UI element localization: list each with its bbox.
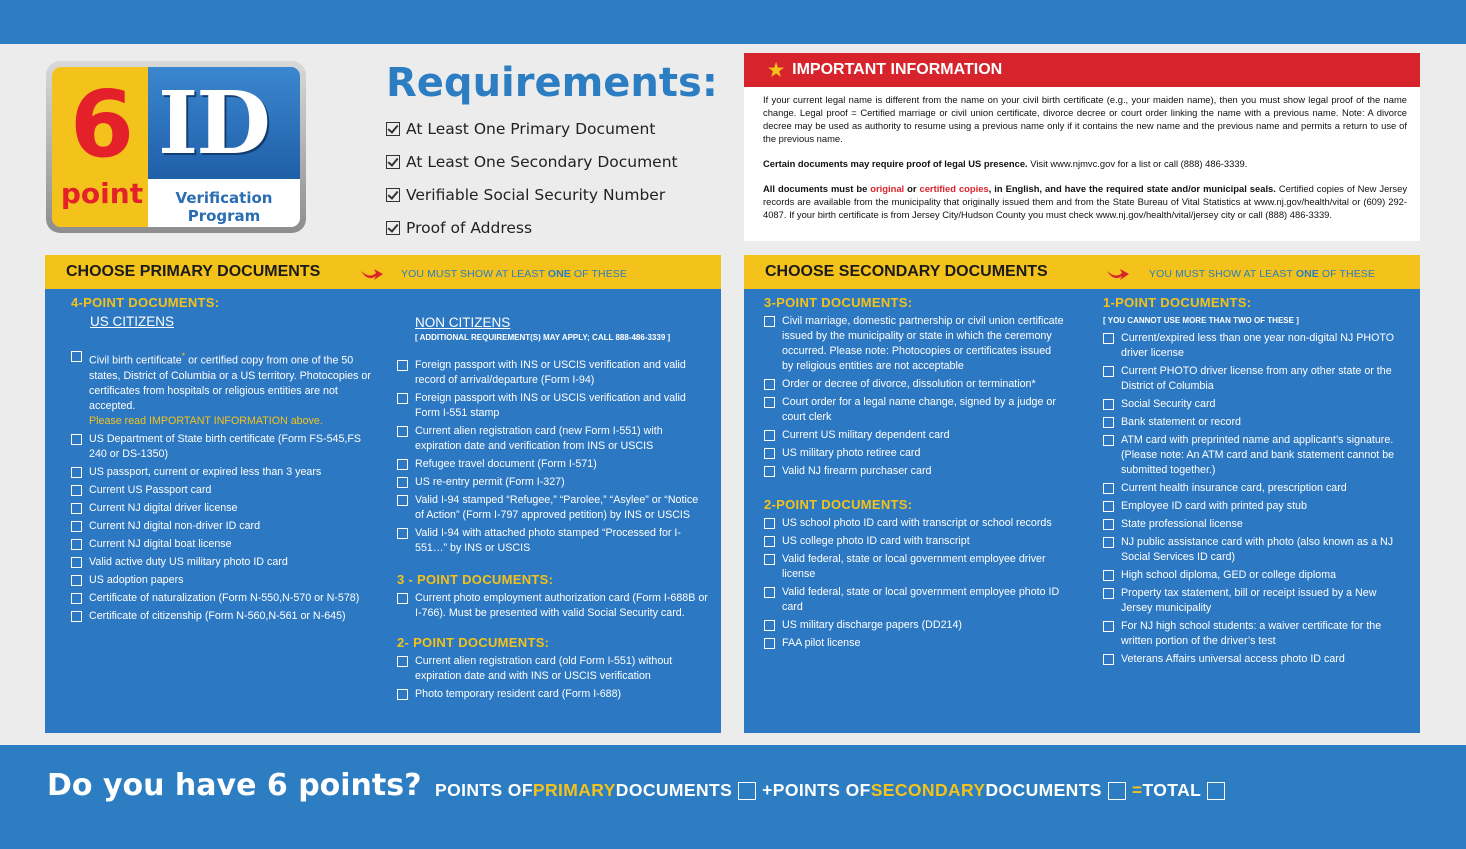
checkbox[interactable] [397, 495, 408, 506]
item-label: Current photo employment authorization card (Form I-688B or I-766). Must be presented with valid Social Security card. [415, 592, 708, 619]
checkbox[interactable] [1103, 621, 1114, 632]
list-item [1103, 499, 1395, 514]
secondary-two-point-list [764, 516, 1064, 651]
list-item [71, 519, 371, 534]
item-label: Valid I-94 with attached photo stamped “Processed for I-551…” by INS or USCIS [415, 527, 681, 554]
six-points-question: Do you have 6 points? [47, 768, 422, 803]
non-citizens-list [397, 358, 709, 556]
checkbox[interactable] [764, 587, 775, 598]
list-item [1103, 364, 1395, 394]
item-label: Refugee travel document (Form I-571) [415, 458, 597, 470]
checkbox[interactable] [71, 351, 82, 362]
primary-left-column [71, 295, 371, 627]
list-item [71, 432, 371, 462]
originals-rest: Certified copies of New Jersey records are available from the municipality that originally issued them and from the State Bureau of Vital Statistics at www.nj.gov/health/vital or (609) 292-4087. If your birth certificate is from Jersey City/Hudson County you must check www.nj.gov/health/vital/jersey city or call (888) 486-3339. [763, 183, 1408, 220]
checkbox[interactable] [764, 397, 775, 408]
item-label: Current PHOTO driver license from any other state or the District of Columbia [1121, 365, 1392, 392]
requirement-label: Verifiable Social Security Number [406, 185, 666, 204]
item-label: Current health insurance card, prescription card [1121, 482, 1347, 494]
secondary-three-point-list [764, 314, 1064, 479]
requirement-item [386, 178, 678, 211]
formula-secondary: SECONDARY [870, 780, 986, 800]
item-label: Civil marriage, domestic partnership or civil union certificate issued by the municipality or state in which the ceremony occurred. Please note: Photocopies or certificates issued by religious entities are not acceptable [782, 315, 1064, 372]
list-item [397, 591, 709, 621]
list-item [764, 428, 1064, 443]
checkbox[interactable] [764, 448, 775, 459]
checkbox[interactable] [1103, 501, 1114, 512]
item-label: Current alien registration card (new Form I-551) with expiration date and verification from INS or USCIS [415, 425, 663, 452]
important-information-box [744, 53, 1420, 241]
item-label: Valid active duty US military photo ID card [89, 555, 288, 568]
important-note: Please read IMPORTANT INFORMATION above. [89, 414, 323, 427]
item-label: Certificate of citizenship (Form N-560,N-561 or N-645) [89, 609, 346, 622]
checkbox[interactable] [71, 575, 82, 586]
item-label: Certificate of naturalization (Form N-550,N-570 or N-578) [89, 591, 360, 604]
checkbox[interactable] [1103, 654, 1114, 665]
checkbox[interactable] [397, 360, 408, 371]
logo-program-text: Verification Program [175, 189, 273, 225]
item-label: US Department of State birth certificate (Form FS-545,FS 240 or DS-1350) [89, 432, 362, 460]
checkbox[interactable] [71, 503, 82, 514]
item-label: Valid federal, state or local government employee driver license [782, 553, 1046, 580]
checkbox[interactable] [71, 467, 82, 478]
list-item [71, 349, 371, 429]
checkbox[interactable] [397, 593, 408, 604]
formula-text: DOCUMENTS [985, 780, 1102, 800]
list-item [71, 465, 371, 480]
checkbox[interactable] [71, 485, 82, 496]
primary-three-point-list [397, 591, 709, 621]
checkbox[interactable] [1103, 537, 1114, 548]
item-label: Employee ID card with printed pay stub [1121, 500, 1307, 512]
four-point-title: 4-POINT DOCUMENTS: [71, 295, 220, 310]
asterisk: * [181, 351, 186, 361]
list-item [71, 555, 371, 570]
item-label: Current NJ digital boat license [89, 537, 232, 550]
primary-two-point-title: 2- POINT DOCUMENTS: [397, 635, 550, 650]
list-item [397, 687, 709, 702]
item-label: US re-entry permit (Form I-327) [415, 476, 565, 488]
primary-two-point-list [397, 654, 709, 702]
primary-header [45, 255, 721, 289]
item-label: Bank statement or record [1121, 416, 1241, 428]
checkbox[interactable] [1103, 399, 1114, 410]
secondary-three-point-title: 3-POINT DOCUMENTS: [764, 295, 913, 310]
list-item [764, 464, 1064, 479]
list-item [397, 457, 709, 472]
item-label: Current US military dependent card [782, 429, 950, 441]
us-citizens-list [71, 349, 371, 624]
checkbox[interactable] [71, 521, 82, 532]
checkbox[interactable] [397, 459, 408, 470]
non-citizens-note: [ ADDITIONAL REQUIREMENT(S) MAY APPLY; CALL 888-486-3339 ] [415, 333, 671, 342]
item-label: FAA pilot license [782, 637, 861, 649]
list-item [71, 483, 371, 498]
check-icon [386, 155, 400, 169]
item-label: Valid federal, state or local government employee photo ID card [782, 586, 1060, 613]
originals-lead: All documents must be [763, 183, 871, 194]
list-item [764, 534, 1064, 549]
list-item [764, 314, 1064, 374]
list-item [71, 573, 371, 588]
must-show-one: ONE [1295, 268, 1319, 280]
requirement-label: Proof of Address [406, 218, 533, 237]
original-word: original [870, 183, 905, 194]
secondary-two-point-title: 2-POINT DOCUMENTS: [764, 497, 913, 512]
or-word: or [904, 183, 920, 194]
list-item [1103, 619, 1395, 649]
item-label: State professional license [1121, 518, 1243, 530]
must-show-text: YOU MUST SHOW AT LEAST [401, 268, 548, 280]
secondary-title: CHOOSE SECONDARY DOCUMENTS [765, 263, 1048, 280]
list-item [397, 358, 709, 388]
secondary-body [744, 289, 1420, 733]
checkbox[interactable] [764, 466, 775, 477]
item-label: Valid I-94 stamped “Refugee,” “Parolee,” “Asylee” or “Notice of Action” (Form I-797 approved petition) by INS or USCIS [415, 494, 699, 521]
list-item [764, 585, 1064, 615]
checkbox[interactable] [764, 379, 775, 390]
formula-total: TOTAL [1142, 780, 1202, 800]
item-label: Order or decree of divorce, dissolution or termination* [782, 378, 1036, 390]
item-label: For NJ high school students: a waiver certificate for the written portion of the driver’s test [1121, 620, 1382, 647]
item-label: Current US Passport card [89, 483, 212, 496]
list-item [1103, 517, 1395, 532]
list-item [397, 424, 709, 454]
item-label: Civil birth certificate [89, 354, 182, 367]
logo-inner [52, 67, 300, 227]
check-icon [386, 188, 400, 202]
checkbox[interactable] [1103, 417, 1114, 428]
item-label: Foreign passport with INS or USCIS verification and valid record of arrival/departure (Form I-94) [415, 359, 686, 386]
checkbox[interactable] [1103, 435, 1114, 446]
important-title: IMPORTANT INFORMATION [792, 61, 1003, 78]
list-item [1103, 415, 1395, 430]
item-label: Current NJ digital driver license [89, 501, 238, 514]
checkbox[interactable] [71, 539, 82, 550]
checkbox[interactable] [71, 434, 82, 445]
list-item [1103, 331, 1395, 361]
checkbox[interactable] [764, 536, 775, 547]
secondary-documents-panel [744, 255, 1420, 733]
legal-presence-rest: Visit www.njmvc.gov for a list or call (888) 486-3339. [1027, 158, 1248, 169]
item-label: Current alien registration card (old Form I-551) without expiration date and with INS or USCIS verification [415, 655, 673, 682]
list-item [71, 609, 371, 624]
item-label: Veterans Affairs universal access photo ID card [1121, 653, 1345, 665]
primary-points-box[interactable] [738, 782, 756, 800]
must-show-tail: OF THESE [570, 268, 628, 280]
checkbox[interactable] [764, 554, 775, 565]
list-item [1103, 568, 1395, 583]
item-label-detail: or certified copy from one of the 50 states, District of Columbia or a US territory. Photocopies or certificates from hospitals or religious entities are not accepted. [89, 354, 371, 412]
important-body [744, 87, 1420, 221]
checkbox[interactable] [71, 611, 82, 622]
list-item [764, 446, 1064, 461]
checkbox[interactable] [71, 593, 82, 604]
item-label: US school photo ID card with transcript or school records [782, 517, 1052, 529]
list-item [1103, 433, 1395, 478]
originals-seals: , in English, and have the required state and/or municipal seals. [988, 183, 1276, 194]
item-label: Current/expired less than one year non-digital NJ PHOTO driver license [1121, 332, 1395, 359]
list-item [1103, 481, 1395, 496]
requirements-list [386, 112, 678, 244]
list-item [397, 526, 709, 556]
top-banner [0, 0, 1466, 44]
requirements-title: Requirements: [386, 60, 718, 106]
item-label: Valid NJ firearm purchaser card [782, 465, 932, 477]
list-item [397, 391, 709, 421]
secondary-header [744, 255, 1420, 289]
item-label: Current NJ digital non-driver ID card [89, 519, 261, 532]
item-label: High school diploma, GED or college diploma [1121, 569, 1337, 581]
must-show-tail: OF THESE [1318, 268, 1376, 280]
list-item [397, 493, 709, 523]
requirement-item [386, 211, 678, 244]
primary-title: CHOOSE PRIMARY DOCUMENTS [66, 263, 321, 280]
must-show-text: YOU MUST SHOW AT LEAST [1149, 268, 1296, 280]
requirement-label: At Least One Secondary Document [406, 152, 678, 171]
item-label: Property tax statement, bill or receipt issued by a New Jersey municipality [1121, 587, 1377, 614]
item-label: Social Security card [1121, 398, 1216, 410]
item-label: Court order for a legal name change, signed by a judge or court clerk [782, 396, 1056, 423]
checkbox[interactable] [397, 426, 408, 437]
important-paragraph-name-change: If your current legal name is different from the name on your civil birth certificate (e.g., your maiden name), then you must show legal proof of the name change. Legal proof = Certified marriage or civil union certificate, divorce decree or court order linking the name with a previous name. Note: A divorce decree may be used as authority to resume using a previous name only if it contains the new name and the previous name and permits a return to use of the previous name. [763, 94, 1407, 144]
arrow-right-icon [360, 267, 384, 281]
checkbox[interactable] [764, 638, 775, 649]
item-label: US adoption papers [89, 573, 184, 586]
list-item [71, 537, 371, 552]
list-item [764, 636, 1064, 651]
star-icon: ★ [768, 59, 785, 80]
list-item [764, 516, 1064, 531]
primary-documents-panel [45, 255, 721, 733]
primary-must-show [401, 268, 627, 280]
list-item [1103, 397, 1395, 412]
formula-plus: + [762, 780, 773, 800]
primary-body [45, 289, 721, 733]
formula-text: POINTS OF [435, 780, 533, 800]
legal-presence-bold: Certain documents may require proof of legal US presence. [763, 158, 1028, 169]
item-label: US military photo retiree card [782, 447, 921, 459]
list-item [1103, 586, 1395, 616]
formula-text: POINTS OF [772, 780, 871, 800]
list-item [764, 377, 1064, 392]
requirement-item [386, 145, 678, 178]
non-citizens-title: NON CITIZENS [415, 315, 511, 330]
list-item [397, 475, 709, 490]
checkbox[interactable] [764, 518, 775, 529]
secondary-left-column [764, 295, 1064, 654]
total-points-box[interactable] [1207, 782, 1225, 800]
checkbox[interactable] [764, 430, 775, 441]
check-icon [386, 122, 400, 136]
check-icon [386, 221, 400, 235]
item-label: US military discharge papers (DD214) [782, 619, 962, 631]
primary-three-point-title: 3 - POINT DOCUMENTS: [397, 572, 554, 587]
checkbox[interactable] [1103, 570, 1114, 581]
logo-id-text: ID [158, 73, 269, 174]
secondary-points-box[interactable] [1108, 782, 1126, 800]
list-item [764, 552, 1064, 582]
list-item [71, 501, 371, 516]
formula-equals: = [1131, 780, 1143, 800]
list-item [1103, 535, 1395, 565]
item-label: Foreign passport with INS or USCIS verification and valid Form I-551 stamp [415, 392, 686, 419]
list-item [764, 618, 1064, 633]
formula-primary: PRIMARY [532, 780, 616, 800]
checkbox[interactable] [764, 316, 775, 327]
formula-text: DOCUMENTS [615, 780, 733, 800]
checkbox[interactable] [397, 477, 408, 488]
checkbox[interactable] [1103, 519, 1114, 530]
item-label: US college photo ID card with transcript [782, 535, 970, 547]
requirement-label: At Least One Primary Document [406, 119, 656, 138]
must-show-one: ONE [547, 268, 571, 280]
one-point-title: 1-POINT DOCUMENTS: [1103, 295, 1252, 310]
checkbox[interactable] [397, 528, 408, 539]
certified-copies-word: certified copies [919, 183, 989, 194]
important-paragraph-originals [763, 182, 1407, 221]
list-item [764, 395, 1064, 425]
one-point-list [1103, 331, 1395, 667]
checkbox[interactable] [397, 656, 408, 667]
item-label: US passport, current or expired less than 3 years [89, 465, 322, 478]
checkbox[interactable] [1103, 333, 1114, 344]
list-item [397, 654, 709, 684]
important-paragraph-legal-presence [763, 157, 1407, 170]
logo-number: 6 [69, 71, 134, 178]
one-point-note: [ YOU CANNOT USE MORE THAN TWO OF THESE ] [1103, 316, 1299, 325]
list-item [71, 591, 371, 606]
checkbox[interactable] [397, 689, 408, 700]
checkbox[interactable] [764, 620, 775, 631]
points-formula [435, 780, 1231, 801]
important-header [744, 53, 1420, 87]
logo-point-text: point [60, 177, 144, 210]
secondary-must-show [1149, 268, 1375, 280]
requirement-item [386, 112, 678, 145]
checkbox[interactable] [1103, 366, 1114, 377]
us-citizens-title: US CITIZENS [90, 314, 175, 329]
checkbox[interactable] [1103, 588, 1114, 599]
checkbox[interactable] [71, 557, 82, 568]
six-point-id-logo [46, 61, 306, 233]
checkbox[interactable] [397, 393, 408, 404]
secondary-right-column [1103, 295, 1395, 670]
primary-right-column [397, 315, 709, 705]
list-item [1103, 652, 1395, 667]
item-label: Photo temporary resident card (Form I-688) [415, 688, 622, 700]
item-label: NJ public assistance card with photo (also known as a NJ Social Services ID card) [1121, 536, 1394, 563]
arrow-right-icon [1106, 267, 1130, 281]
checkbox[interactable] [1103, 483, 1114, 494]
item-label: ATM card with preprinted name and applicant’s signature. (Please note: An ATM card and bank statement cannot be submitted together.) [1121, 434, 1395, 476]
